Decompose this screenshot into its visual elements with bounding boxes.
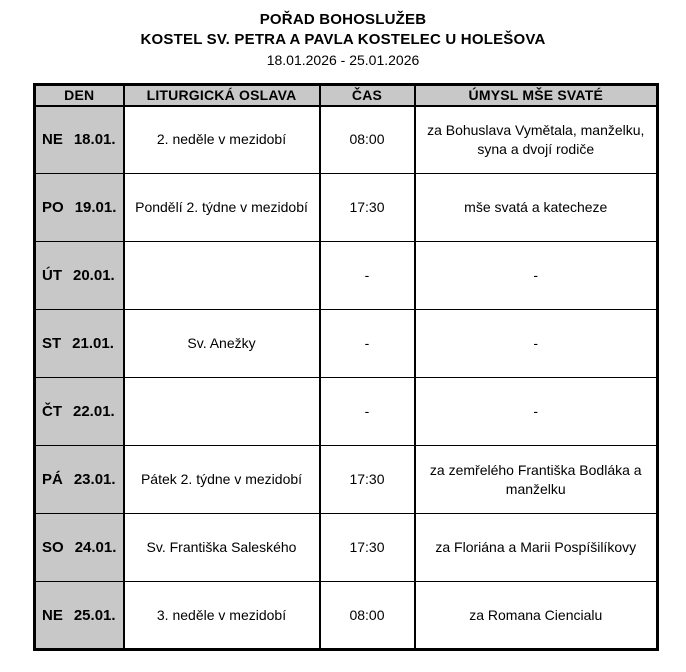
time-cell: -: [320, 242, 415, 310]
col-header-den: DEN: [35, 85, 124, 106]
celebration-cell: Sv. Anežky: [124, 310, 320, 378]
day-date: 19.01.: [74, 199, 117, 216]
day-cell: [35, 446, 124, 514]
intention-cell: za Romana Ciencialu: [415, 582, 658, 650]
table-row: [35, 446, 658, 514]
day-cell: [35, 106, 124, 174]
table-row: [35, 582, 658, 650]
col-header-liturgicka-oslava: LITURGICKÁ OSLAVA: [124, 85, 320, 106]
time-cell: 08:00: [320, 106, 415, 174]
day-abbreviation: ÚT: [42, 267, 62, 284]
schedule-table-body: [35, 106, 658, 650]
intention-cell: -: [415, 242, 658, 310]
time-cell: 17:30: [320, 446, 415, 514]
day-cell: [35, 242, 124, 310]
page-title: POŘAD BOHOSLUŽEB: [259, 11, 427, 28]
celebration-cell: 3. neděle v mezidobí: [124, 582, 320, 650]
document-header: [0, 0, 686, 70]
day-cell: [35, 378, 124, 446]
intention-cell: za Floriána a Marii Pospíšilíkovy: [415, 514, 658, 582]
time-cell: -: [320, 378, 415, 446]
day-date: 22.01.: [73, 403, 115, 420]
day-cell: [35, 582, 124, 650]
page-subtitle: KOSTEL SV. PETRA A PAVLA KOSTELEC U HOLEŠOVA: [140, 31, 546, 48]
day-cell: [35, 514, 124, 582]
table-row: [35, 514, 658, 582]
day-date: 24.01.: [74, 539, 117, 556]
table-row: [35, 242, 658, 310]
day-date: 18.01.: [73, 131, 116, 149]
day-abbreviation: PÁ: [42, 471, 63, 488]
day-abbreviation: NE: [42, 131, 63, 149]
table-row: [35, 106, 658, 174]
celebration-cell: [124, 378, 320, 446]
time-cell: 17:30: [320, 514, 415, 582]
day-abbreviation: SO: [42, 539, 64, 556]
col-header-cas: ČAS: [320, 85, 415, 106]
celebration-cell: Pátek 2. týdne v mezidobí: [124, 446, 320, 514]
day-abbreviation: ST: [42, 335, 62, 352]
celebration-cell: Sv. Františka Saleského: [124, 514, 320, 582]
day-date: 20.01.: [73, 267, 115, 284]
time-cell: 08:00: [320, 582, 415, 650]
schedule-table: [33, 83, 659, 651]
col-header-umysl-mse-svate: ÚMYSL MŠE SVATÉ: [415, 85, 658, 106]
intention-cell: -: [415, 310, 658, 378]
intention-cell: za zemřelého Františka Bodláka a manželku: [415, 446, 658, 514]
day-abbreviation: PO: [42, 199, 64, 216]
celebration-cell: [124, 242, 320, 310]
time-cell: -: [320, 310, 415, 378]
day-date: 21.01.: [72, 335, 114, 352]
day-abbreviation: NE: [42, 606, 63, 624]
table-row: [35, 378, 658, 446]
intention-cell: za Bohuslava Vymětala, manželku, syna a dvojí rodiče: [415, 106, 658, 174]
table-header-row: [35, 85, 658, 106]
intention-cell: mše svatá a katecheze: [415, 174, 658, 242]
day-date: 23.01.: [73, 471, 116, 488]
intention-cell: -: [415, 378, 658, 446]
table-row: [35, 310, 658, 378]
celebration-cell: Pondělí 2. týdne v mezidobí: [124, 174, 320, 242]
celebration-cell: 2. neděle v mezidobí: [124, 106, 320, 174]
table-row: [35, 174, 658, 242]
day-cell: [35, 310, 124, 378]
date-range: 18.01.2026 - 25.01.2026: [266, 52, 420, 68]
day-cell: [35, 174, 124, 242]
day-abbreviation: ČT: [42, 403, 62, 420]
time-cell: 17:30: [320, 174, 415, 242]
day-date: 25.01.: [73, 606, 116, 624]
